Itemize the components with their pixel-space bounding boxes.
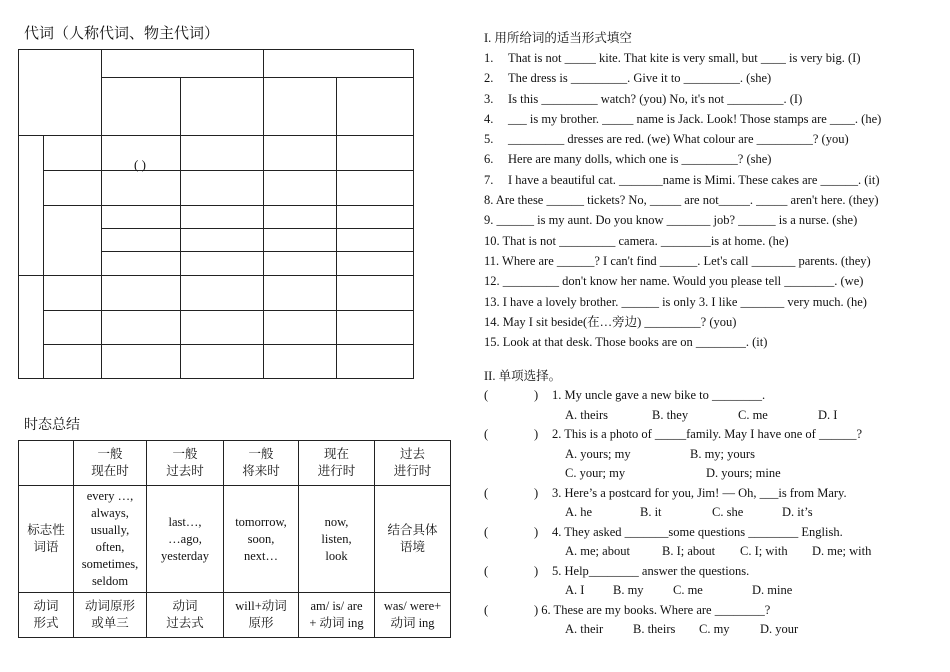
answer-bracket-open: ( [484, 524, 489, 539]
item-text: The dress is _________. Give it to _________. (she) [508, 71, 772, 86]
paren-blank: ( ) [134, 157, 146, 172]
grid-line [101, 251, 414, 252]
table-header: 一般 将来时 [224, 441, 299, 486]
grid-line [18, 49, 19, 379]
table-cell: 动词原形 或单三 [74, 593, 147, 638]
item-number: 6. [484, 152, 494, 167]
list-item [484, 251, 934, 271]
question-text: ) 6. These are my books. Where are ________? [534, 602, 771, 617]
question-text: 1. My uncle gave a new bike to ________. [552, 388, 766, 403]
mc-question [484, 484, 934, 504]
option: B. my; yours [690, 446, 755, 461]
list-item [484, 68, 934, 88]
grid-line [18, 378, 414, 379]
item-text: I have a beautiful cat. _______name is Mimi. These cakes are ______. (it) [508, 172, 880, 187]
item-text: Is this _________ watch? (you) No, it's not _________. (I) [508, 91, 803, 106]
list-item [484, 129, 934, 149]
list-item [484, 210, 934, 230]
pronoun-title: 代词（人称代词、物主代词） [24, 26, 220, 42]
option: C. I; with [740, 544, 788, 559]
fill-list [484, 48, 934, 352]
table-cell: 动词 过去式 [147, 593, 224, 638]
mc-options [484, 581, 934, 601]
item-text: 13. I have a lovely brother. ______ is only 3. I like _______ very much. (he) [484, 294, 867, 309]
item-number: 4. [484, 111, 494, 126]
item-text: Here are many dolls, which one is _________? (she) [508, 152, 772, 167]
list-item [484, 231, 934, 251]
mc-options [484, 620, 934, 640]
answer-bracket-open: ( [484, 388, 489, 403]
list-item [484, 271, 934, 291]
grid-line [43, 344, 414, 345]
item-text: ___ is my brother. _____ name is Jack. Look! Those stamps are ____. (he) [508, 111, 882, 126]
item-text: 12. _________ don't know her name. Would you please tell ________. (we) [484, 274, 864, 289]
item-text: 11. Where are ______? I can't find ______. Let's call _______ parents. (they) [484, 253, 871, 268]
option: D. yours; mine [706, 466, 781, 481]
table-cell: 标志性 词语 [19, 486, 74, 593]
grid-line [18, 135, 414, 136]
table-row [19, 486, 451, 593]
pronoun-grid [18, 49, 414, 379]
table-cell: 动词 形式 [19, 593, 74, 638]
grid-line [43, 310, 414, 311]
table-cell: last…, …ago, yesterday [147, 486, 224, 593]
option: B. they [652, 407, 689, 422]
grid-line [101, 49, 102, 379]
list-item [484, 48, 934, 68]
item-number: 2. [484, 71, 494, 86]
answer-bracket-close: ) [534, 388, 539, 403]
mc-options [484, 445, 934, 465]
exercise-panel [484, 28, 934, 640]
question-text: 5. Help________ answer the questions. [552, 563, 750, 578]
list-item [484, 109, 934, 129]
grid-line [43, 205, 414, 206]
item-text: 10. That is not _________ camera. ________is at home. (he) [484, 233, 789, 248]
mc-options [484, 406, 934, 426]
answer-bracket-open: ( [484, 602, 489, 617]
answer-bracket-close: ) [534, 485, 539, 500]
option: C. my [699, 622, 730, 637]
option: B. it [640, 505, 662, 520]
item-text: 9. ______ is my aunt. Do you know _______ job? ______ is a nurse. (she) [484, 213, 858, 228]
option: D. me; with [812, 544, 872, 559]
question-text: 3. Here’s a postcard for you, Jim! — Oh, ___is from Mary. [552, 485, 847, 500]
mc-question [484, 601, 934, 621]
answer-bracket-open: ( [484, 485, 489, 500]
option: D. your [760, 622, 799, 637]
mc-question [484, 425, 934, 445]
grid-line [43, 170, 414, 171]
section-1-title: I. 用所给词的适当形式填空 [484, 31, 632, 45]
question-text: 2. This is a photo of _____family. May I have one of ______? [552, 427, 863, 442]
option: A. he [565, 505, 593, 520]
table-cell: am/ is/ are + 动词 ing [299, 593, 375, 638]
item-number: 5. [484, 132, 494, 147]
list-item [484, 312, 934, 332]
list-item [484, 190, 934, 210]
table-row [19, 593, 451, 638]
mc-list [484, 386, 934, 640]
option: B. I; about [662, 544, 716, 559]
list-item [484, 89, 934, 109]
option: C. she [712, 505, 744, 520]
option: C. me [738, 407, 768, 422]
table-cell: every …, always, usually, often, sometimes, seldom [74, 486, 147, 593]
mc-options [484, 503, 934, 523]
list-item [484, 332, 934, 352]
item-text: _________ dresses are red. (we) What colour are _________? (you) [508, 132, 849, 147]
mc-question [484, 386, 934, 406]
grid-line [18, 275, 414, 276]
grid-line [18, 49, 414, 50]
section-2-title: II. 单项选择。 [484, 369, 562, 384]
mc-question [484, 562, 934, 582]
table-cell: now, listen, look [299, 486, 375, 593]
question-text: 4. They asked _______some questions ________ English. [552, 524, 843, 539]
table-cell: will+动词 原形 [224, 593, 299, 638]
mc-question [484, 523, 934, 543]
item-text: 15. Look at that desk. Those books are on ________. (it) [484, 335, 768, 350]
grid-line [101, 77, 414, 78]
list-item [484, 170, 934, 190]
item-number: 3. [484, 91, 494, 106]
option: D. mine [752, 583, 793, 598]
mc-options [484, 464, 934, 484]
table-row [19, 441, 451, 486]
grid-line [101, 228, 414, 229]
option: A. theirs [565, 407, 609, 422]
table-header: 现在 进行时 [299, 441, 375, 486]
option: B. theirs [633, 622, 676, 637]
tense-table [18, 440, 451, 638]
option: B. my [613, 583, 644, 598]
list-item [484, 149, 934, 169]
answer-bracket-close: ) [534, 427, 539, 442]
option: A. me; about [565, 544, 630, 559]
item-text: 14. May I sit beside(在…旁边) _________? (you) [484, 314, 737, 329]
grid-line [263, 49, 264, 379]
answer-bracket-open: ( [484, 563, 489, 578]
grid-line [43, 135, 44, 379]
table-cell [19, 441, 74, 486]
table-cell: tomorrow, soon, next… [224, 486, 299, 593]
answer-bracket-open: ( [484, 427, 489, 442]
option: A. I [565, 583, 585, 598]
table-cell: 结合具体 语境 [375, 486, 451, 593]
option: D. I [818, 407, 838, 422]
option: D. it’s [782, 505, 813, 520]
table-header: 过去 进行时 [375, 441, 451, 486]
item-text: That is not _____ kite. That kite is very small, but ____ is very big. (I) [508, 51, 861, 65]
tense-title: 时态总结 [24, 418, 80, 433]
table-header: 一般 现在时 [74, 441, 147, 486]
item-number: 7. [484, 172, 494, 187]
option: A. their [565, 622, 604, 637]
grid-line [413, 49, 414, 379]
table-cell: was/ were+ 动词 ing [375, 593, 451, 638]
table-header: 一般 过去时 [147, 441, 224, 486]
list-item [484, 292, 934, 312]
option: C. me [673, 583, 703, 598]
option: C. your; my [565, 466, 626, 481]
item-text: 8. Are these ______ tickets? No, _____ are not_____. _____ aren't here. (they) [484, 193, 879, 208]
item-number: 1. [484, 51, 494, 65]
answer-bracket-close: ) [534, 524, 539, 539]
option: A. yours; my [565, 446, 631, 461]
mc-options [484, 542, 934, 562]
answer-bracket-close: ) [534, 563, 539, 578]
